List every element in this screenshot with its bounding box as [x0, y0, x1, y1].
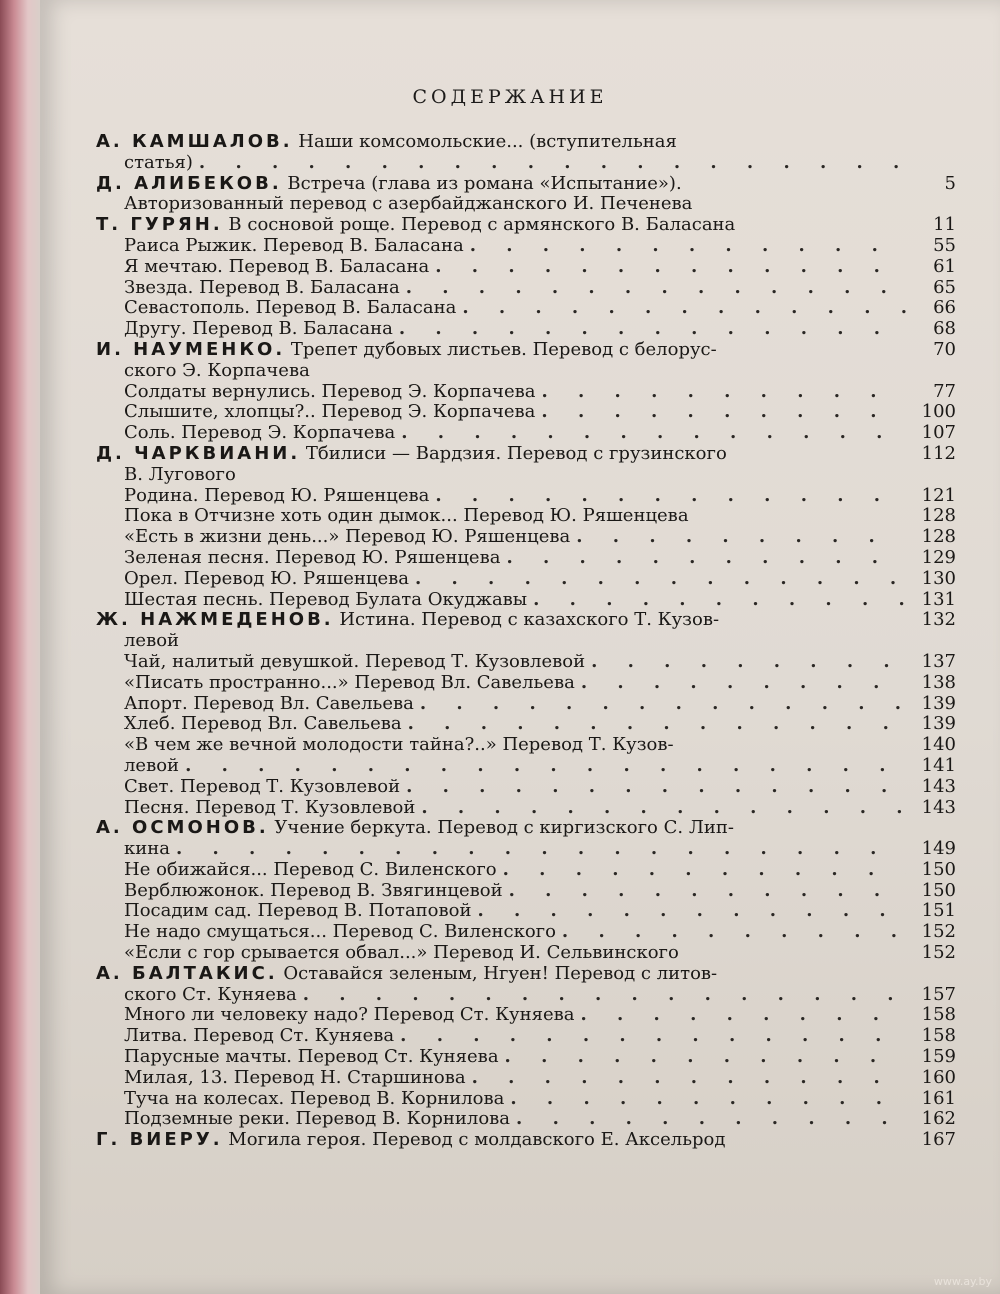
work-title: «Есть в жизни день...» Перевод Ю. Ряшенцева	[124, 526, 571, 548]
entry-text	[96, 777, 400, 798]
dot-leader	[509, 881, 906, 902]
dot-leader	[435, 257, 906, 278]
entry-text	[96, 1109, 510, 1130]
entry-text	[96, 590, 527, 611]
toc-entry-title-line	[96, 964, 956, 985]
work-title: Звезда. Перевод В. Баласана	[124, 276, 400, 298]
toc-subentry-line	[96, 839, 956, 860]
entry-text	[96, 548, 500, 569]
page-number: 121	[921, 484, 956, 506]
toc-subentry-line	[96, 901, 956, 922]
author-name: И. НАУМЕНКО.	[96, 338, 286, 360]
toc-subentry-line	[96, 860, 956, 881]
dot-leader	[406, 278, 906, 299]
toc-subentry-line	[96, 756, 956, 777]
entry-text	[96, 1068, 466, 1089]
work-title: Хлеб. Перевод Вл. Савельева	[124, 713, 402, 735]
work-title: Орел. Перевод Ю. Ряшенцева	[124, 567, 409, 589]
toc-subentry-line	[96, 402, 956, 423]
work-title: статья)	[124, 151, 193, 173]
dot-leader	[470, 236, 906, 257]
book-cover-edge	[0, 0, 40, 1294]
toc-entry-title-line	[96, 610, 956, 631]
work-title: Трепет дубовых листьев. Перевод с белорус-	[285, 338, 717, 360]
entry-text	[96, 153, 193, 174]
work-title: Раиса Рыжик. Перевод В. Баласана	[124, 234, 464, 256]
entry-text	[96, 673, 575, 694]
entry-text	[96, 236, 464, 257]
page-number: 55	[933, 234, 956, 256]
entry-text	[96, 402, 535, 423]
dot-leader	[510, 1089, 906, 1110]
dot-leader	[562, 922, 906, 943]
toc-subentry-line	[96, 714, 956, 735]
toc-subentry-line	[96, 777, 956, 798]
page-number: 128	[921, 505, 956, 527]
toc-subentry-line	[96, 922, 956, 943]
toc-subentry-line	[96, 382, 956, 403]
work-title: Пока в Отчизне хоть один дымок... Перевод Ю. Ряшенцева	[124, 505, 689, 527]
toc-subentry-line	[96, 590, 956, 611]
entry-text	[96, 860, 497, 881]
page-number: 159	[921, 1046, 956, 1068]
dot-leader	[303, 985, 906, 1006]
dot-leader	[506, 548, 906, 569]
toc-subentry-line	[96, 1089, 956, 1110]
work-title: Много ли человеку надо? Перевод Ст. Куняева	[124, 1004, 575, 1026]
entry-text	[96, 985, 297, 1006]
page-number: 152	[921, 921, 956, 943]
toc-subentry-line	[96, 881, 956, 902]
work-title: левой	[124, 754, 180, 776]
entry-text	[96, 1005, 574, 1026]
dot-leader	[576, 527, 906, 548]
entry-text	[96, 1026, 394, 1047]
work-title: Авторизованный перевод с азербайджанского И. Печенева	[124, 193, 693, 215]
work-title: Свет. Перевод Т. Кузовлевой	[124, 775, 401, 797]
page-number: 65	[933, 276, 956, 298]
dot-leader	[435, 486, 906, 507]
dot-leader	[421, 798, 906, 819]
page-number: 141	[921, 754, 956, 776]
toc-subentry-line	[96, 361, 956, 382]
table-of-contents	[96, 132, 956, 1151]
work-title: Туча на колесах. Перевод В. Корнилова	[124, 1087, 505, 1109]
work-title: Шестая песнь. Перевод Булата Окуджавы	[124, 588, 528, 610]
page-number: 161	[921, 1087, 956, 1109]
author-name: Д. АЛИБЕКОВ.	[96, 172, 282, 194]
entry-text	[96, 818, 734, 839]
toc-subentry-line	[96, 194, 956, 215]
work-title: ского Э. Корпачева	[124, 359, 310, 381]
dot-leader	[399, 319, 906, 340]
page-number: 152	[921, 942, 956, 964]
page-number: 158	[921, 1004, 956, 1026]
entry-text	[96, 319, 393, 340]
work-title: ского Ст. Куняева	[124, 983, 297, 1005]
toc-subentry-line	[96, 1026, 956, 1047]
work-title: Истина. Перевод с казахского Т. Кузов-	[333, 609, 720, 631]
entry-text	[96, 174, 682, 195]
work-title: кина	[124, 838, 170, 860]
author-name: Д. ЧАРКВИАНИ.	[96, 442, 301, 464]
author-name: А. ОСМОНОВ.	[96, 817, 269, 839]
entry-text	[96, 361, 310, 382]
entry-text	[96, 901, 471, 922]
entry-text	[96, 964, 717, 985]
page-number: 70	[933, 338, 956, 360]
page-number: 139	[921, 692, 956, 714]
work-title: Слышите, хлопцы?.. Перевод Э. Корпачева	[124, 401, 536, 423]
work-title: Я мечтаю. Перевод В. Баласана	[124, 255, 430, 277]
toc-subentry-line	[96, 798, 956, 819]
entry-text	[96, 444, 727, 465]
entry-text	[96, 714, 402, 735]
author-name: Ж. НАЖМЕДЕНОВ.	[96, 609, 334, 631]
page-number: 137	[921, 650, 956, 672]
author-name: А. КАМШАЛОВ.	[96, 131, 293, 152]
watermark: www.ay.by	[933, 1275, 992, 1288]
entry-text	[96, 257, 429, 278]
work-title: Солдаты вернулись. Перевод Э. Корпачева	[124, 380, 536, 402]
dot-leader	[591, 652, 906, 673]
toc-entry	[96, 132, 956, 174]
page-title: СОДЕРЖАНИЕ	[412, 86, 608, 108]
toc-entry-title-line	[96, 444, 956, 465]
work-title: В сосновой роще. Перевод с армянского В. Баласана	[222, 214, 736, 236]
work-title: Подземные реки. Перевод В. Корнилова	[124, 1108, 511, 1130]
entry-text	[96, 839, 170, 860]
dot-leader	[541, 382, 906, 403]
work-title: Оставайся зеленым, Нгуен! Перевод с литов-	[277, 962, 718, 984]
toc-subentry-line	[96, 486, 956, 507]
entry-text	[96, 423, 395, 444]
work-title: Севастополь. Перевод В. Баласана	[124, 297, 457, 319]
work-title: Наши комсомольские... (вступительная	[292, 131, 677, 152]
page-number: 66	[933, 297, 956, 319]
author-name: А. БАЛТАКИС.	[96, 962, 278, 984]
toc-entry	[96, 610, 956, 818]
page-number: 158	[921, 1025, 956, 1047]
page-number: 140	[921, 734, 956, 756]
page-number: 107	[921, 422, 956, 444]
dot-leader	[185, 756, 906, 777]
toc-entry-title-line	[96, 340, 956, 361]
toc-subentry-line	[96, 652, 956, 673]
page-number: 151	[921, 900, 956, 922]
entry-text	[96, 527, 570, 548]
page-number: 112	[921, 442, 956, 464]
toc-subentry-line	[96, 569, 956, 590]
entry-text	[96, 735, 674, 756]
entry-text	[96, 278, 400, 299]
work-title: Верблюжонок. Перевод В. Звягинцевой	[124, 879, 503, 901]
entry-text	[96, 1047, 499, 1068]
page-number: 61	[933, 255, 956, 277]
author-name: Т. ГУРЯН.	[96, 214, 223, 236]
toc-entry-title-line	[96, 132, 956, 153]
toc-entry	[96, 444, 956, 610]
toc-subentry-line	[96, 298, 956, 319]
work-title: Посадим сад. Перевод В. Потаповой	[124, 900, 472, 922]
work-title: «В чем же вечной молодости тайна?..» Перевод Т. Кузов-	[124, 734, 674, 756]
author-name: Г. ВИЕРУ.	[96, 1129, 223, 1151]
dot-leader	[505, 1047, 906, 1068]
page-number: 167	[921, 1129, 956, 1151]
dot-leader	[581, 673, 906, 694]
toc-subentry-line	[96, 423, 956, 444]
work-title: Другу. Перевод В. Баласана	[124, 318, 393, 340]
entry-text	[96, 298, 456, 319]
page-number: 162	[921, 1108, 956, 1130]
toc-subentry-line	[96, 319, 956, 340]
work-title: В. Лугового	[124, 463, 236, 485]
toc-entry	[96, 215, 956, 340]
toc-subentry-line	[96, 153, 956, 174]
entry-text	[96, 922, 556, 943]
toc-subentry-line	[96, 1068, 956, 1089]
toc-entry	[96, 1130, 956, 1151]
toc-entry	[96, 964, 956, 1130]
page-number: 160	[921, 1066, 956, 1088]
entry-text	[96, 756, 179, 777]
dot-leader	[415, 569, 906, 590]
dot-leader	[420, 694, 906, 715]
work-title: Встреча (глава из романа «Испытание»).	[281, 172, 682, 194]
toc-subentry-line	[96, 506, 956, 527]
work-title: Родина. Перевод Ю. Ряшенцева	[124, 484, 430, 506]
entry-text	[96, 215, 735, 236]
dot-leader	[462, 298, 906, 319]
entry-text	[96, 465, 236, 486]
entry-text	[96, 631, 179, 652]
dot-leader	[541, 402, 906, 423]
work-title: Чай, налитый девушкой. Перевод Т. Кузовлевой	[124, 650, 586, 672]
work-title: Не обижайся... Перевод С. Виленского	[124, 858, 497, 880]
dot-leader	[400, 1026, 906, 1047]
page-number: 138	[921, 671, 956, 693]
entry-text	[96, 881, 503, 902]
toc-entry-title-line	[96, 174, 956, 195]
work-title: Песня. Перевод Т. Кузовлевой	[124, 796, 416, 818]
page-number: 150	[921, 879, 956, 901]
page-number: 131	[921, 588, 956, 610]
toc-subentry-line	[96, 465, 956, 486]
work-title: «Если с гор срывается обвал...» Перевод И. Сельвинского	[124, 942, 679, 964]
entry-text	[96, 194, 692, 215]
entry-text	[96, 943, 679, 964]
entry-text	[96, 652, 585, 673]
toc-entry	[96, 340, 956, 444]
page-number: 5	[944, 172, 956, 194]
page-number: 132	[921, 609, 956, 631]
toc-subentry-line	[96, 673, 956, 694]
entry-text	[96, 506, 689, 527]
page-number: 150	[921, 858, 956, 880]
toc-subentry-line	[96, 985, 956, 1006]
toc-subentry-line	[96, 1047, 956, 1068]
page-number: 11	[933, 214, 956, 236]
toc-entry-title-line	[96, 1130, 956, 1151]
entry-text	[96, 486, 429, 507]
toc-subentry-line	[96, 257, 956, 278]
entry-text	[96, 610, 719, 631]
toc-subentry-line	[96, 694, 956, 715]
toc-entry	[96, 818, 956, 964]
page-number: 100	[921, 401, 956, 423]
work-title: Соль. Перевод Э. Корпачева	[124, 422, 396, 444]
work-title: Тбилиси — Вардзия. Перевод с грузинского	[300, 442, 727, 464]
toc-subentry-line	[96, 527, 956, 548]
entry-text	[96, 382, 535, 403]
work-title: Милая, 13. Перевод Н. Старшинова	[124, 1066, 466, 1088]
work-title: Учение беркута. Перевод с киргизского С. Лип-	[268, 817, 734, 839]
dot-leader	[176, 839, 906, 860]
entry-text	[96, 340, 717, 361]
dot-leader	[477, 901, 906, 922]
page-number: 130	[921, 567, 956, 589]
work-title: «Писать пространно...» Перевод Вл. Савельева	[124, 671, 575, 693]
dot-leader	[472, 1068, 906, 1089]
dot-leader	[580, 1005, 906, 1026]
toc-entry-title-line	[96, 818, 956, 839]
dot-leader	[199, 153, 906, 174]
toc-entry	[96, 174, 956, 216]
book-page	[40, 0, 1000, 1294]
dot-leader	[516, 1109, 906, 1130]
page-number: 129	[921, 546, 956, 568]
toc-subentry-line	[96, 236, 956, 257]
toc-subentry-line	[96, 631, 956, 652]
toc-subentry-line	[96, 735, 956, 756]
work-title: Литва. Перевод Ст. Куняева	[124, 1025, 395, 1047]
work-title: Могила героя. Перевод с молдавского Е. Аксельрод	[222, 1129, 726, 1151]
page-number: 68	[933, 318, 956, 340]
toc-subentry-line	[96, 943, 956, 964]
entry-text	[96, 132, 677, 153]
toc-subentry-line	[96, 1005, 956, 1026]
page-number: 149	[921, 838, 956, 860]
toc-subentry-line	[96, 1109, 956, 1130]
dot-leader	[401, 423, 906, 444]
page-number: 77	[933, 380, 956, 402]
page-number: 143	[921, 796, 956, 818]
toc-subentry-line	[96, 278, 956, 299]
work-title: левой	[124, 630, 180, 652]
work-title: Парусные мачты. Перевод Ст. Куняева	[124, 1046, 499, 1068]
dot-leader	[533, 590, 906, 611]
dot-leader	[406, 777, 906, 798]
page-number: 157	[921, 983, 956, 1005]
dot-leader	[503, 860, 906, 881]
dot-leader	[408, 714, 906, 735]
entry-text	[96, 798, 415, 819]
entry-text	[96, 1089, 504, 1110]
entry-text	[96, 694, 414, 715]
page-number: 143	[921, 775, 956, 797]
entry-text	[96, 569, 409, 590]
toc-entry-title-line	[96, 215, 956, 236]
page-number: 139	[921, 713, 956, 735]
work-title: Апорт. Перевод Вл. Савельева	[124, 692, 414, 714]
page-number: 128	[921, 526, 956, 548]
toc-subentry-line	[96, 548, 956, 569]
entry-text	[96, 1130, 725, 1151]
work-title: Зеленая песня. Перевод Ю. Ряшенцева	[124, 546, 501, 568]
work-title: Не надо смущаться... Перевод С. Виленского	[124, 921, 556, 943]
